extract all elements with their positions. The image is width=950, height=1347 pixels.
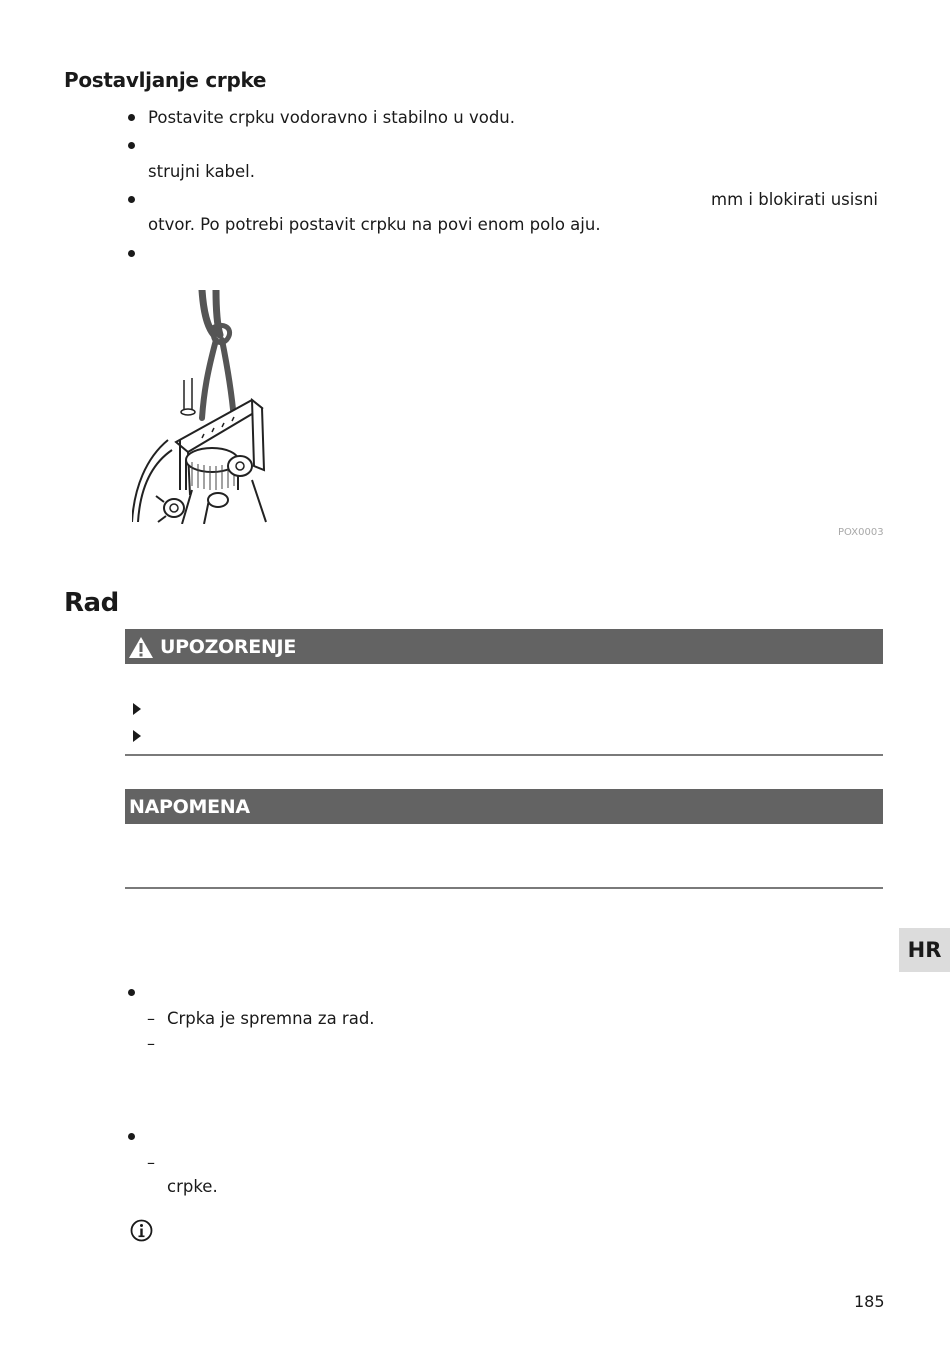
section-title: Postavljanje crpke xyxy=(64,68,267,92)
main-title: Rad xyxy=(64,588,119,618)
info-circle-icon xyxy=(130,1219,153,1246)
warning-label: UPOZORENJE xyxy=(160,636,296,658)
bullet-icon xyxy=(128,250,135,257)
language-tab: HR xyxy=(899,928,950,972)
arrow-right-icon xyxy=(133,703,141,715)
dash-icon: – xyxy=(147,1009,155,1028)
bullet-icon xyxy=(128,142,135,149)
setup-bullet-2-line2: strujni kabel. xyxy=(148,162,256,181)
warning-triangle-icon xyxy=(128,636,154,663)
setup-bullet-3-line2: otvor. Po potrebi postavit crpku na povi enom polo aju. xyxy=(148,215,601,234)
dash-icon: – xyxy=(147,1034,155,1053)
bullet-icon xyxy=(128,114,135,121)
bullet-icon xyxy=(128,1133,135,1140)
operation-dash-1: Crpka je spremna za rad. xyxy=(167,1009,375,1028)
note-bar xyxy=(125,789,883,824)
setup-bullet-1: Postavite crpku vodoravno i stabilno u vodu. xyxy=(148,108,515,127)
operation-line-2: crpke. xyxy=(167,1177,218,1196)
page-number: 185 xyxy=(854,1292,885,1311)
pump-illustration xyxy=(132,290,308,524)
warning-bar xyxy=(125,629,883,664)
figure-caption: POX0003 xyxy=(838,527,884,538)
setup-bullet-3-tail: mm i blokirati usisni xyxy=(711,190,878,209)
dash-icon: – xyxy=(147,1153,155,1172)
bullet-icon xyxy=(128,196,135,203)
note-label: NAPOMENA xyxy=(129,796,250,818)
note-divider xyxy=(125,887,883,889)
warning-divider xyxy=(125,754,883,756)
arrow-right-icon xyxy=(133,730,141,742)
bullet-icon xyxy=(128,989,135,996)
